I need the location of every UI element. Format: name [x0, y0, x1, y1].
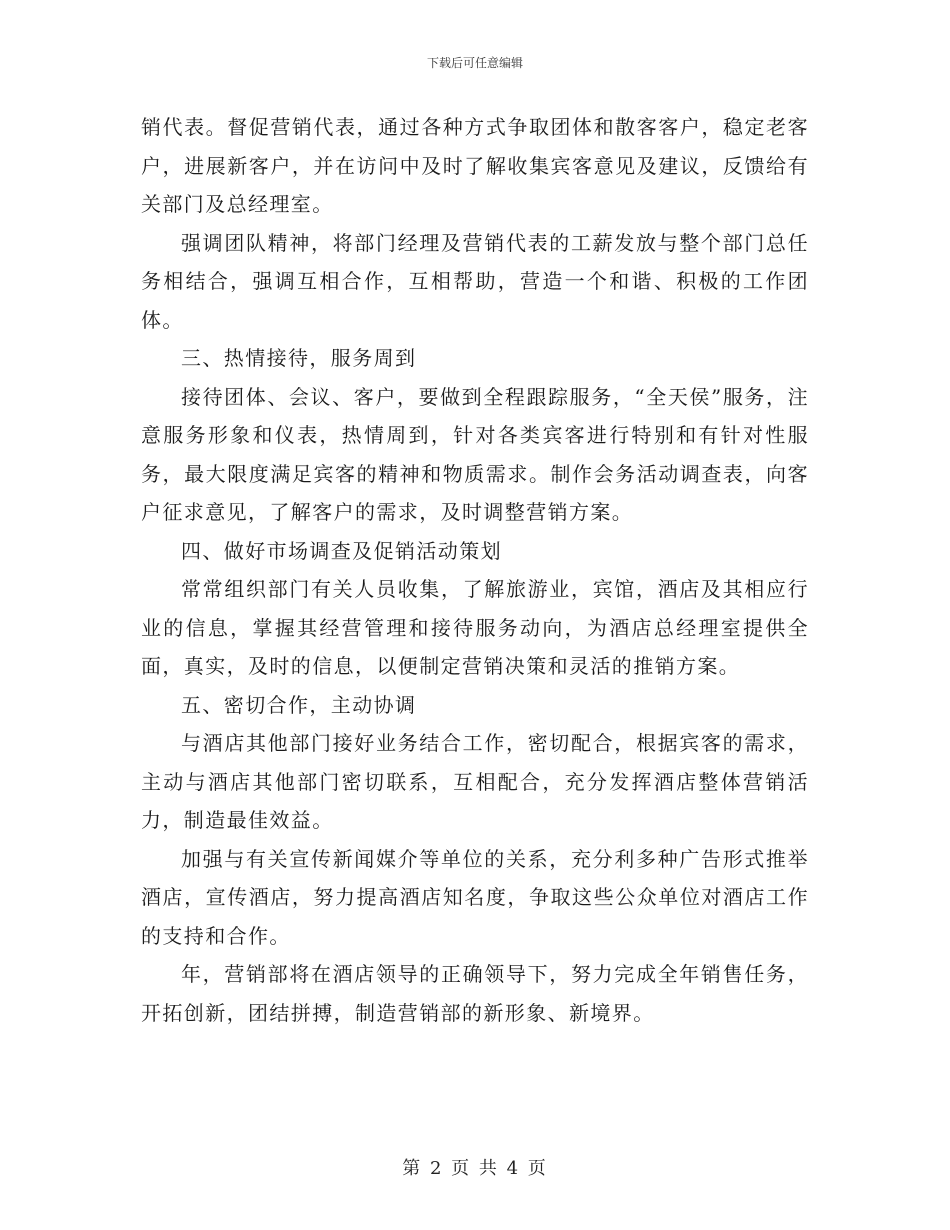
page-header-note: 下载后可任意编辑: [426, 56, 523, 70]
paragraph-team-spirit: 强调团队精神，将部门经理及营销代表的工薪发放与整个部门总任务相结合，强调互相合作，互相帮助，营造一个和谐、积极的工作团体。: [141, 230, 809, 332]
paragraph-media: 加强与有关宣传新闻媒介等单位的关系，充分利多种广告形式推举酒店，宣传酒店，努力提高酒店知名度，争取这些公众单位对酒店工作的支持和合作。: [141, 846, 809, 948]
paragraph-market-research: 常常组织部门有关人员收集，了解旅游业，宾馆，酒店及其相应行业的信息，掌握其经营管理和接待服务动向，为酒店总经理室提供全面，真实，及时的信息，以便制定营销决策和灵活的推销方案。: [141, 577, 809, 678]
paragraph-cooperation: 与酒店其他部门接好业务结合工作，密切配合，根据宾客的需求，主动与酒店其他部门密切联系，互相配合，充分发挥酒店整体营销活力，制造最佳效益。: [141, 731, 809, 832]
paragraph-reception: 接待团体、会议、客户，要做到全程跟踪服务，“全天侯”服务，注意服务形象和仪表，热情周到，针对各类宾客进行特别和有针对性服务，最大限度满足宾客的精神和物质需求。制作会务活动调查表，向客户征求意见，了解客户的需求，及时调整营销方案。: [141, 384, 809, 524]
section-heading-5: 五、密切合作，主动协调: [181, 692, 417, 717]
paragraph-continuation: 销代表。督促营销代表，通过各种方式争取团体和散客客户，稳定老客户，进展新客户，并在访问中及时了解收集宾客意见及建议，反馈给有关部门及总经理室。: [141, 115, 809, 216]
page-number-footer: 第 2 页 共 4 页: [402, 1158, 548, 1179]
document-body: [141, 108, 809, 1032]
section-heading-3: 三、热情接待，服务周到: [181, 346, 417, 370]
paragraph-conclusion: 年，营销部将在酒店领导的正确领导下，努力完成全年销售任务，开拓创新，团结拼搏，制造营销部的新形象、新境界。: [141, 962, 809, 1025]
section-heading-4: 四、做好市场调查及促销活动策划: [181, 538, 502, 563]
